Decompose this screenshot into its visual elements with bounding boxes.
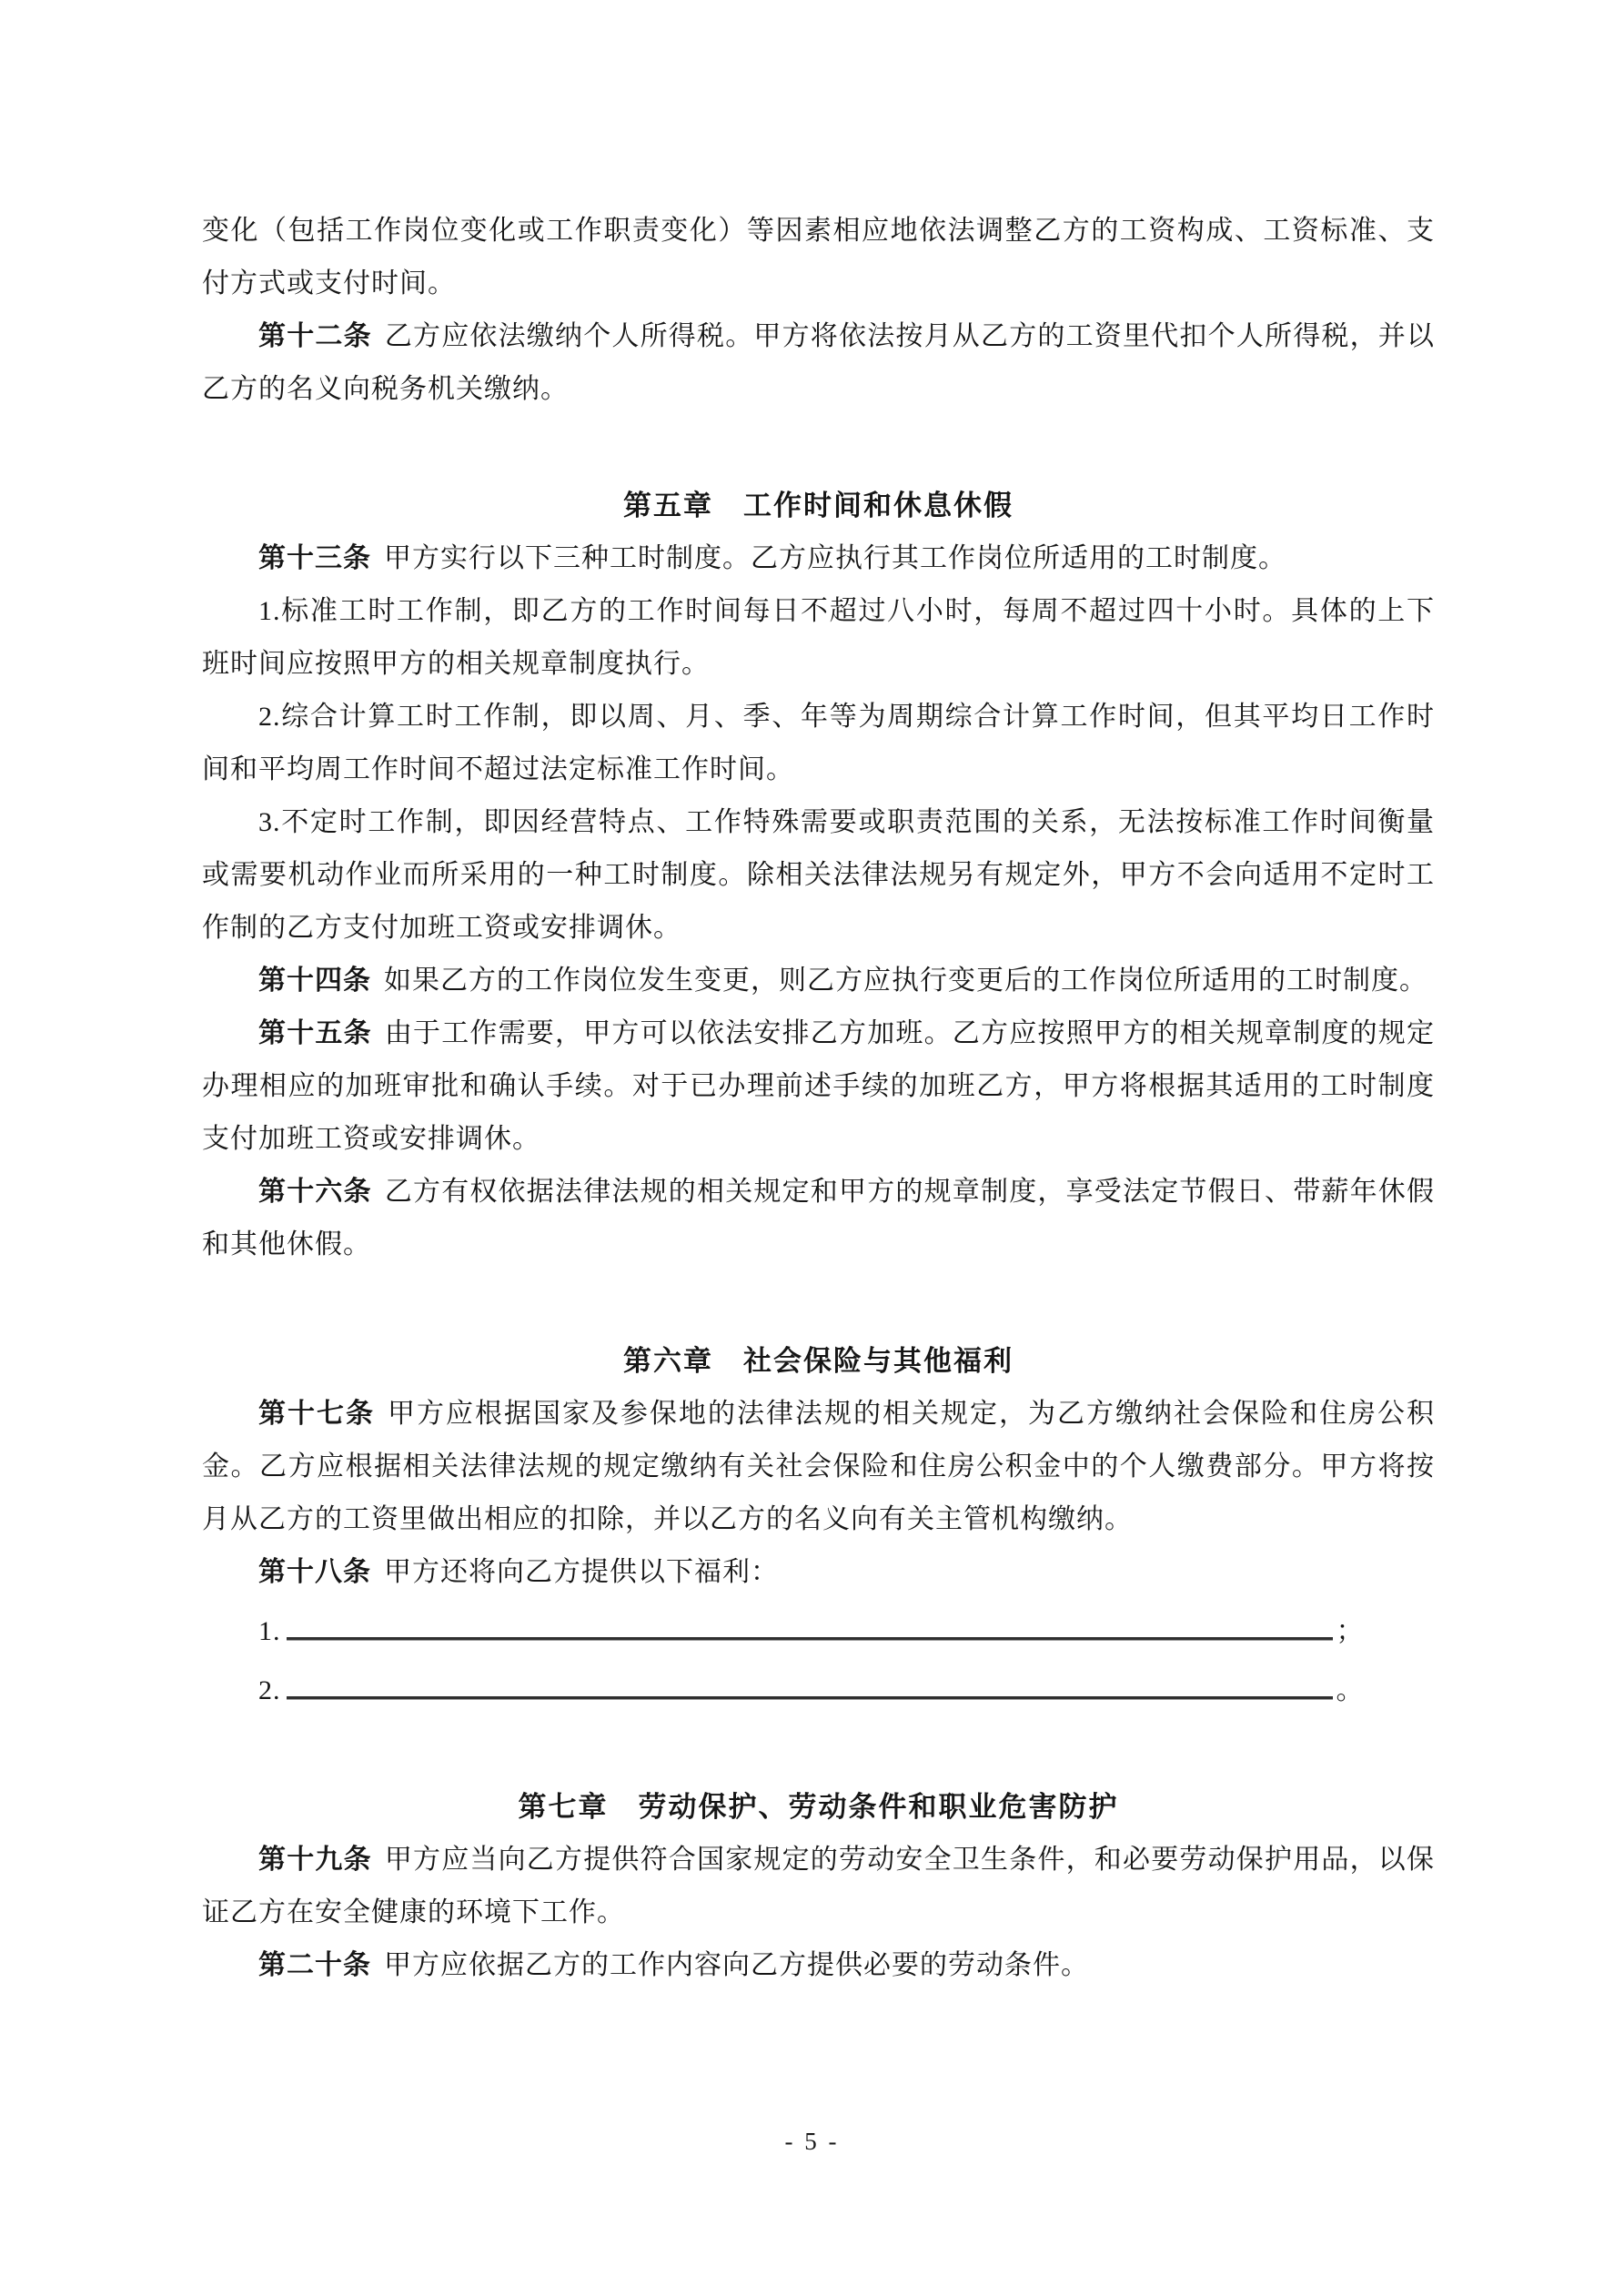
work-hours-item-flexible: 3.不定时工作制，即因经营特点、工作特殊需要或职责范围的关系，无法按标准工作时间衡量或需要机动作业而所采用的一种工时制度。除相关法律法规另有规定外，甲方不会向适用不定时工作制的乙方支付加班工资或安排调休。: [202, 807, 1435, 943]
article-15-text: 由于工作需要，甲方可以依法安排乙方加班。乙方应按照甲方的相关规章制度的规定办理相应的加班审批和确认手续。对于已办理前述手续的加班乙方，甲方将根据其适用的工时制度支付加班工资或安排调休。: [202, 1018, 1436, 1154]
article-18-text: 甲方还将向乙方提供以下福利：: [384, 1557, 779, 1587]
article-20-number: 第二十条: [258, 1950, 371, 1980]
article-16-number: 第十六条: [258, 1177, 372, 1207]
article-14-number: 第十四条: [258, 966, 371, 996]
article-13-number: 第十三条: [258, 543, 371, 573]
welfare-item-1-blank-line: [287, 1604, 1333, 1640]
article-20: [202, 1939, 1435, 1992]
work-hours-item-comprehensive: 2.综合计算工时工作制，即以周、月、季、年等为周期综合计算工作时间，但其平均日工作时间和平均周工作时间不超过法定标准工作时间。: [202, 702, 1435, 784]
chapter-7-heading: 第七章 劳动保护、劳动条件和职业危害防护: [518, 1791, 1119, 1823]
article-19: [202, 1834, 1435, 1939]
article-17-number: 第十七条: [258, 1399, 375, 1429]
article-18-number: 第十八条: [258, 1557, 371, 1587]
article-14-text: 如果乙方的工作岗位发生变更，则乙方应执行变更后的工作岗位所适用的工时制度。: [384, 966, 1427, 996]
article-15-number: 第十五条: [258, 1018, 372, 1048]
article-15: [202, 1007, 1435, 1166]
article-19-number: 第十九条: [258, 1845, 372, 1875]
welfare-item-2-label: 2.: [258, 1675, 281, 1705]
article-20-text: 甲方应依据乙方的工作内容向乙方提供必要的劳动条件。: [384, 1950, 1089, 1980]
chapter-5-heading: 第五章 工作时间和休息休假: [623, 490, 1014, 521]
welfare-item-1: [202, 1604, 1435, 1658]
article-17: [202, 1388, 1435, 1546]
article-13: [202, 532, 1435, 585]
page-number: - 5 -: [784, 2128, 840, 2155]
welfare-item-1-label: 1.: [258, 1616, 281, 1646]
article-19-text: 甲方应当向乙方提供符合国家规定的劳动安全卫生条件，和必要劳动保护用品，以保证乙方在安全健康的环境下工作。: [202, 1845, 1436, 1927]
article-16: [202, 1166, 1435, 1271]
article-14: [202, 955, 1435, 1007]
welfare-item-1-suffix: ；: [1336, 1616, 1365, 1646]
welfare-item-2-suffix: 。: [1336, 1675, 1365, 1705]
article-16-text: 乙方有权依据法律法规的相关规定和甲方的规章制度，享受法定节假日、带薪年休假和其他休假。: [202, 1177, 1436, 1259]
contract-body: [202, 205, 1435, 1992]
article-13-text: 甲方实行以下三种工时制度。乙方应执行其工作岗位所适用的工时制度。: [384, 543, 1286, 573]
article-18: [202, 1546, 1435, 1599]
article-12: [202, 310, 1435, 416]
page-footer: [0, 2128, 1624, 2156]
article-12-text: 乙方应依法缴纳个人所得税。甲方将依法按月从乙方的工资里代扣个人所得税，并以乙方的名义向税务机关缴纳。: [202, 321, 1436, 404]
chapter-6-heading: 第六章 社会保险与其他福利: [623, 1345, 1014, 1377]
paragraph-wage-adjustment-continuation: 变化（包括工作岗位变化或工作职责变化）等因素相应地依法调整乙方的工资构成、工资标准、支付方式或支付时间。: [202, 216, 1435, 298]
work-hours-item-standard: 1.标准工时工作制，即乙方的工作时间每日不超过八小时，每周不超过四十小时。具体的上下班时间应按照甲方的相关规章制度执行。: [202, 596, 1435, 679]
article-12-number: 第十二条: [258, 321, 372, 351]
article-17-text: 甲方应根据国家及参保地的法律法规的相关规定，为乙方缴纳社会保险和住房公积金。乙方应根据相关法律法规的规定缴纳有关社会保险和住房公积金中的个人缴费部分。甲方将按月从乙方的工资里做出相应的扣除，并以乙方的名义向有关主管机构缴纳。: [202, 1399, 1435, 1534]
welfare-item-2: [202, 1664, 1435, 1717]
welfare-item-2-blank-line: [287, 1664, 1333, 1699]
